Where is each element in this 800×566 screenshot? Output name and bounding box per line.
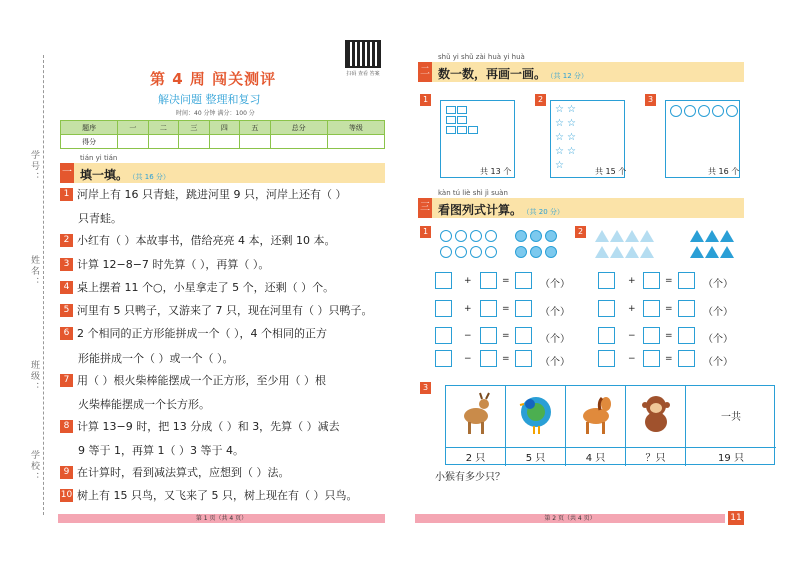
- score-cell[interactable]: [327, 135, 384, 149]
- section-2-pinyin: shǔ yi shǔ zài huà yi huà: [438, 53, 525, 61]
- score-header: 一: [118, 121, 148, 135]
- question-6: [60, 327, 390, 341]
- peacock-cell: [506, 386, 566, 466]
- unit-label: （个）: [540, 357, 570, 368]
- answer-box[interactable]: [435, 327, 452, 344]
- animal-question-text: 小猴有多少只？: [435, 472, 505, 483]
- section-2-title: [438, 65, 588, 82]
- section-3-points: （共 20 分）: [526, 208, 564, 216]
- answer-box[interactable]: [643, 350, 660, 367]
- deer-cell: [446, 386, 506, 466]
- answer-box[interactable]: [678, 327, 695, 344]
- calc-group-number: 1: [420, 226, 431, 238]
- operator: +: [628, 276, 636, 286]
- operator: −: [628, 354, 636, 364]
- unit-label: （个）: [540, 307, 570, 318]
- score-cell[interactable]: [240, 135, 270, 149]
- score-cell[interactable]: [118, 135, 148, 149]
- peacock-count: 5 只: [525, 453, 546, 464]
- question-number: 8: [60, 420, 73, 433]
- margin-label-id: 学号：: [29, 150, 39, 183]
- page-title: 第 4 周 闯关测评: [150, 70, 277, 88]
- question-8: [60, 420, 390, 434]
- left-footer: 第 1 页（共 4 页）: [58, 514, 385, 523]
- score-header: 等级: [327, 121, 384, 135]
- answer-box[interactable]: [480, 300, 497, 317]
- right-page: [400, 0, 800, 566]
- operator: +: [464, 276, 472, 286]
- question-number: 1: [60, 188, 73, 201]
- section-1-title: [80, 166, 170, 183]
- score-header: 二: [148, 121, 178, 135]
- peacock-icon: [516, 392, 556, 436]
- horse-icon: [576, 392, 616, 436]
- equals-sign: =: [665, 276, 673, 286]
- total-count: 19 只: [718, 453, 744, 464]
- page-number: 11: [728, 511, 744, 525]
- animal-count-table: [445, 385, 775, 465]
- section-1-points: （共 16 分）: [132, 173, 170, 181]
- question-9: [60, 466, 390, 480]
- operator: −: [628, 331, 636, 341]
- equals-sign: =: [665, 331, 673, 341]
- count-box-3-caption: 共 16 个: [708, 167, 740, 176]
- calc-group-number: 2: [575, 226, 586, 238]
- question-8-cont: 9 等于 1，再算 1（ ）3 等于 4。: [78, 444, 244, 457]
- section-2-label: 数一数，再画一画。: [438, 67, 547, 81]
- unit-label: （个）: [703, 357, 733, 368]
- answer-box[interactable]: [515, 300, 532, 317]
- section-2-number: 二: [418, 62, 432, 82]
- question-text: 2 个相同的正方形能拼成一个（ ），4 个相同的正方: [77, 327, 327, 340]
- answer-box[interactable]: [515, 350, 532, 367]
- margin-label-class: 班级：: [29, 360, 39, 393]
- score-header: 题序: [61, 121, 118, 135]
- section-3-pinyin: kàn tú liè shì jì suàn: [438, 189, 508, 197]
- total-label: 一共: [721, 412, 741, 423]
- question-number: 7: [60, 374, 73, 387]
- equals-sign: =: [665, 304, 673, 314]
- question-text: 在计算时，看到减法算式，应想到（ ）法。: [77, 466, 290, 479]
- score-table: [60, 120, 385, 149]
- question-text: 树上有 15 只鸟，又飞来了 5 只，树上现在有（ ）只鸟。: [77, 489, 358, 502]
- section-1-pinyin: tián yi tián: [80, 154, 118, 162]
- answer-box[interactable]: [643, 327, 660, 344]
- answer-box[interactable]: [435, 272, 452, 289]
- score-cell[interactable]: [270, 135, 327, 149]
- question-4: [60, 281, 390, 295]
- equals-sign: =: [502, 331, 510, 341]
- total-cell: [686, 386, 776, 466]
- question-number: 9: [60, 466, 73, 479]
- score-header: 四: [209, 121, 239, 135]
- question-3: [60, 258, 390, 272]
- qr-code: [345, 40, 381, 68]
- question-text: 河岸上有 16 只青蛙，跳进河里 9 只，河岸上还有（ ）: [77, 188, 347, 201]
- section-3-title: [438, 201, 564, 218]
- answer-box[interactable]: [643, 272, 660, 289]
- answer-box[interactable]: [643, 300, 660, 317]
- question-2: [60, 234, 390, 248]
- unit-label: （个）: [703, 279, 733, 290]
- section-2-points: （共 12 分）: [550, 72, 588, 80]
- section-2-header: [418, 53, 744, 82]
- binding-line: [43, 55, 44, 515]
- answer-box[interactable]: [515, 272, 532, 289]
- question-5: [60, 304, 390, 318]
- question-number: 5: [60, 304, 73, 317]
- count-box-number: 2: [535, 94, 546, 106]
- score-cell[interactable]: [179, 135, 209, 149]
- answer-box[interactable]: [480, 272, 497, 289]
- equals-sign: =: [665, 354, 673, 364]
- question-10: [60, 489, 390, 503]
- question-number: 3: [60, 258, 73, 271]
- monkey-count: ？只: [645, 453, 666, 464]
- count-box-number: 1: [420, 94, 431, 106]
- answer-box[interactable]: [678, 272, 695, 289]
- operator: −: [464, 354, 472, 364]
- question-number: 4: [60, 281, 73, 294]
- answer-box[interactable]: [598, 300, 615, 317]
- question-1-cont: 只青蛙。: [78, 212, 122, 225]
- section-1-label: 填一填。: [80, 168, 129, 182]
- answer-box[interactable]: [515, 327, 532, 344]
- answer-box[interactable]: [598, 350, 615, 367]
- score-header: 五: [240, 121, 270, 135]
- monkey-icon: [636, 392, 676, 436]
- answer-box[interactable]: [480, 350, 497, 367]
- answer-box[interactable]: [435, 300, 452, 317]
- question-number: 10: [60, 490, 73, 500]
- unit-label: （个）: [703, 307, 733, 318]
- equals-sign: =: [502, 304, 510, 314]
- section-3-header: [418, 189, 744, 218]
- horse-count: 4 只: [585, 453, 606, 464]
- section-3-label: 看图列式计算。: [438, 203, 523, 217]
- question-text: 桌上摆着 11 个○，小星拿走了 5 个，还剩（ ）个。: [77, 281, 335, 294]
- score-header: 总分: [270, 121, 327, 135]
- equals-sign: =: [502, 354, 510, 364]
- question-7-cont: 火柴棒能摆成一个长方形。: [78, 398, 210, 411]
- score-row-label: 得分: [61, 135, 118, 149]
- answer-box[interactable]: [598, 327, 615, 344]
- section-1-number: 一: [60, 163, 74, 183]
- page-subtitle: 解决问题 整理和复习: [158, 93, 261, 106]
- unit-label: （个）: [540, 334, 570, 345]
- count-box-1-caption: 共 13 个: [480, 167, 512, 176]
- operator: −: [464, 331, 472, 341]
- equals-sign: =: [502, 276, 510, 286]
- deer-count: 2 只: [465, 453, 486, 464]
- section-1-header: [60, 154, 385, 183]
- animal-question-number: 3: [420, 382, 431, 394]
- question-text: 用（ ）根火柴棒能摆成一个正方形，至少用（ ）根: [77, 374, 326, 387]
- question-number: 6: [60, 327, 73, 340]
- qr-caption: 扫码 查看 答案: [346, 71, 380, 77]
- question-1: [60, 188, 390, 202]
- count-box-number: 3: [645, 94, 656, 106]
- monkey-cell: [626, 386, 686, 466]
- margin-label-school: 学校：: [29, 450, 39, 483]
- operator: +: [628, 304, 636, 314]
- deer-icon: [456, 392, 496, 436]
- question-text: 小红有（ ）本故事书，借给亮亮 4 本，还剩 10 本。: [77, 234, 336, 247]
- answer-box[interactable]: [678, 300, 695, 317]
- answer-box[interactable]: [435, 350, 452, 367]
- question-text: 计算 12−8−7 时先算（ ），再算（ ）。: [77, 258, 270, 271]
- horse-cell: [566, 386, 626, 466]
- question-text: 河里有 5 只鸭子，又游来了 7 只，现在河里有（ ）只鸭子。: [77, 304, 373, 317]
- test-meta: 时间：40 分钟 满分：100 分: [176, 110, 255, 117]
- question-number: 2: [60, 234, 73, 247]
- score-header: 三: [179, 121, 209, 135]
- count-box-2-caption: 共 15 个: [595, 167, 627, 176]
- question-6-cont: 形能拼成一个（ ）或一个（ ）。: [78, 352, 234, 365]
- margin-label-name: 姓名：: [29, 255, 39, 288]
- question-text: 计算 13−9 时，把 13 分成（ ）和 3，先算（ ）减去: [77, 420, 340, 433]
- section-3-number: 三: [418, 198, 432, 218]
- operator: +: [464, 304, 472, 314]
- answer-box[interactable]: [598, 272, 615, 289]
- unit-label: （个）: [540, 279, 570, 290]
- score-cell[interactable]: [148, 135, 178, 149]
- right-footer: 第 2 页（共 4 页）: [415, 514, 725, 523]
- count-box-2[interactable]: ☆ ☆ ☆ ☆ ☆ ☆ ☆ ☆ ☆: [550, 100, 625, 178]
- question-7: [60, 374, 390, 388]
- score-cell[interactable]: [209, 135, 239, 149]
- answer-box[interactable]: [480, 327, 497, 344]
- unit-label: （个）: [703, 334, 733, 345]
- answer-box[interactable]: [678, 350, 695, 367]
